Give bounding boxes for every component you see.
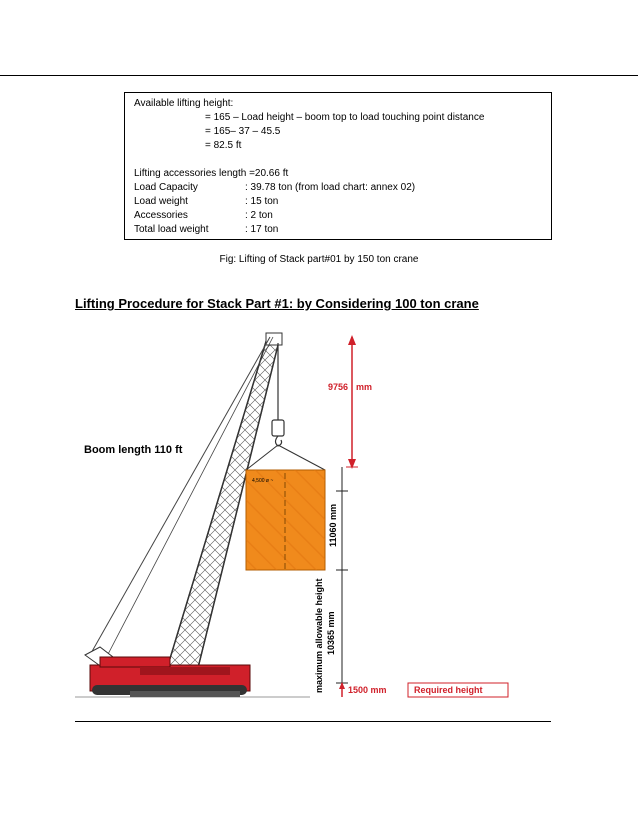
allowable-height-label: maximum allowable height — [314, 578, 324, 693]
calc-row-value: : 39.78 ton (from load chart: annex 02) — [245, 182, 416, 193]
crane-body — [90, 657, 250, 697]
load-label: 4,500 ø ~ — [252, 478, 274, 484]
sling-right — [278, 445, 325, 470]
boom-length-label: Boom length 110 ft — [84, 444, 183, 456]
figure-caption: Fig: Lifting of Stack part#01 by 150 ton crane — [219, 254, 419, 265]
dimension-1500-value: 1500 mm — [348, 685, 387, 695]
required-height-label: Required height — [414, 685, 483, 695]
calc-row-label: Accessories — [134, 210, 188, 221]
dimension-allowable — [336, 570, 348, 683]
dimension-9756-value: 9756 — [328, 382, 349, 392]
calc-equation-3: = 82.5 ft — [205, 140, 242, 151]
dimension-11060-value: 11060 mm — [328, 503, 338, 547]
bottom-rule — [75, 721, 551, 722]
pendant-line — [90, 337, 270, 655]
calc-row-value: : 2 ton — [245, 210, 273, 221]
calc-accessories-length: Lifting accessories length =20.66 ft — [134, 168, 289, 179]
calc-heading: Available lifting height: — [134, 98, 234, 109]
hook-block — [272, 420, 284, 446]
dimension-9756 — [346, 335, 358, 469]
calc-equation-2: = 165– 37 – 45.5 — [205, 126, 281, 137]
top-rule — [0, 75, 638, 76]
calc-row-value: : 15 ton — [245, 196, 279, 207]
dimension-1500 — [339, 682, 345, 697]
calculation-box — [124, 92, 552, 240]
allowable-height-value: 10365 mm — [326, 611, 336, 655]
load-stack — [246, 470, 325, 570]
calc-equation-1: = 165 – Load height – boom top to load touching point distance — [205, 112, 485, 123]
crane-figure — [70, 325, 560, 705]
section-heading: Lifting Procedure for Stack Part #1: by Considering 100 ton crane — [75, 296, 479, 311]
dimension-9756-unit: mm — [356, 382, 373, 392]
calc-row-label: Load weight — [134, 196, 188, 207]
calc-row-label: Load Capacity — [134, 182, 198, 193]
calc-row-label: Total load weight — [134, 224, 209, 235]
calc-row-value: : 17 ton — [245, 224, 279, 235]
